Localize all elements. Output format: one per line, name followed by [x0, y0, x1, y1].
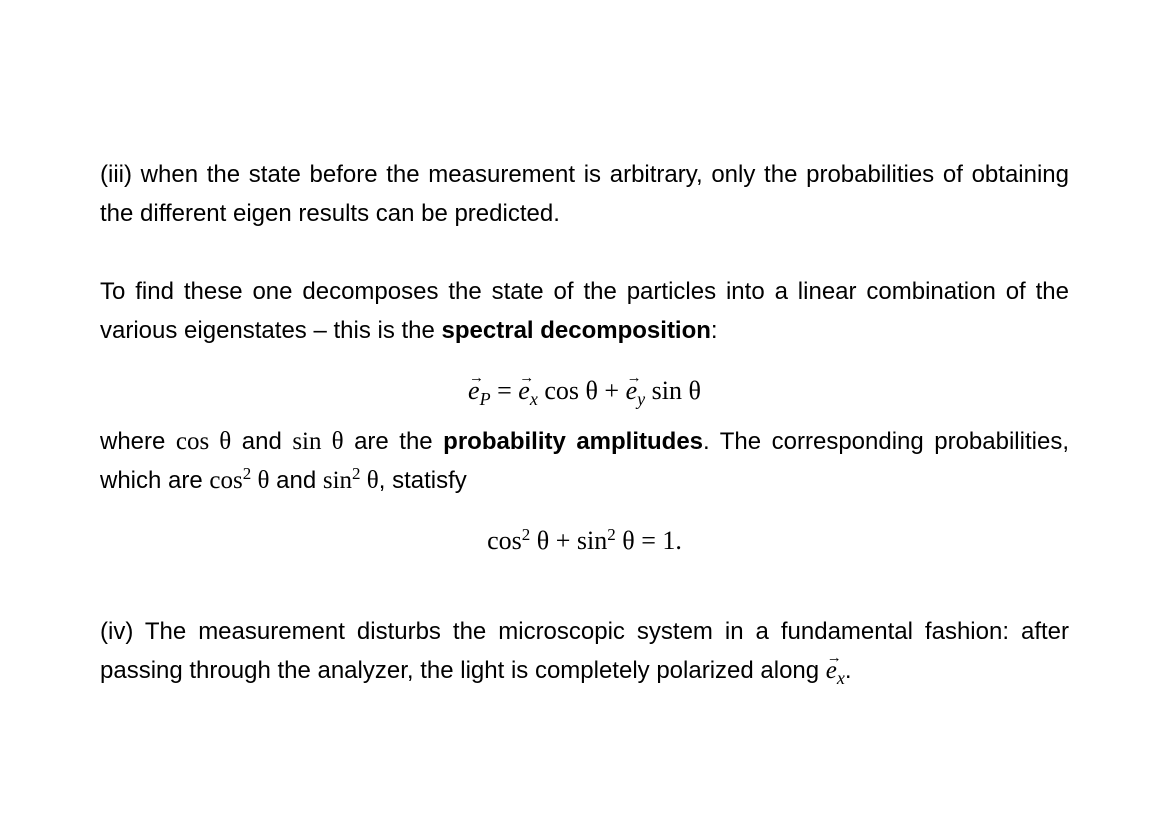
- equals-sign: =: [490, 376, 519, 405]
- math-cos-squared-theta: [209, 463, 270, 494]
- exponent: 2: [521, 525, 531, 544]
- text-fragment: . The corresponding probabilities, which are: [100, 428, 1069, 494]
- vector-e-p: → e: [468, 371, 480, 411]
- text-fragment: and: [269, 466, 323, 494]
- equation-spectral: [0, 371, 1169, 411]
- cos-fn: cos: [209, 466, 243, 494]
- term-spectral-decomposition: spectral decomposition: [441, 316, 711, 344]
- period: .: [844, 656, 852, 684]
- sin-theta-term: sin θ: [645, 376, 701, 405]
- theta: θ: [251, 466, 270, 494]
- paragraph-spectral: [100, 273, 1069, 350]
- paragraph-iii-text: (iii) when the state before the measurement is arbitrary, only the probabilities of obtaining the different eigen results can be predicted.: [100, 161, 1069, 227]
- paragraph-spectral-tail: :: [710, 316, 718, 344]
- sin-fn: sin: [322, 466, 353, 494]
- math-cos-theta: cos θ: [175, 428, 232, 455]
- math-sin-theta: sin θ: [292, 428, 344, 455]
- term-probability-amplitudes: probability amplitudes: [443, 428, 704, 455]
- exponent: 2: [352, 463, 361, 483]
- exponent: 2: [607, 525, 616, 544]
- text-fragment: and: [231, 428, 293, 455]
- exponent: 2: [242, 463, 252, 483]
- vector-e-y: → e: [626, 371, 638, 411]
- text-fragment: are the: [343, 428, 444, 455]
- paragraph-iv: [100, 613, 1069, 690]
- subscript-x: x: [529, 389, 538, 409]
- text-fragment: where: [100, 428, 176, 455]
- paragraph-spectral-lead: To find these one decomposes the state of the particles into a linear combination of the various eigenstates – this is the: [100, 278, 1069, 344]
- paragraph-amplitudes: [100, 423, 1069, 500]
- vector-e-x: → e: [518, 371, 530, 411]
- paragraph-iii: [100, 156, 1069, 233]
- plus-sin-fn: θ + sin: [530, 526, 608, 555]
- math-sin-squared-theta: [322, 463, 379, 494]
- subscript-y: y: [637, 389, 646, 409]
- equation-normalization: [0, 521, 1169, 561]
- vector-e-x: → e: [826, 652, 837, 691]
- subscript-x: x: [836, 667, 845, 688]
- cos-theta-term: cos θ +: [537, 376, 626, 405]
- paragraph-iv-text: (iv) The measurement disturbs the microscopic system in a fundamental fashion: after passing through the analyzer, the light is completely polarized along: [100, 618, 1069, 684]
- text-fragment: , statisfy: [378, 466, 467, 494]
- theta: θ: [360, 466, 379, 494]
- cos-fn: cos: [487, 526, 522, 555]
- subscript-p: P: [479, 389, 491, 409]
- equals-one: θ = 1.: [615, 526, 682, 555]
